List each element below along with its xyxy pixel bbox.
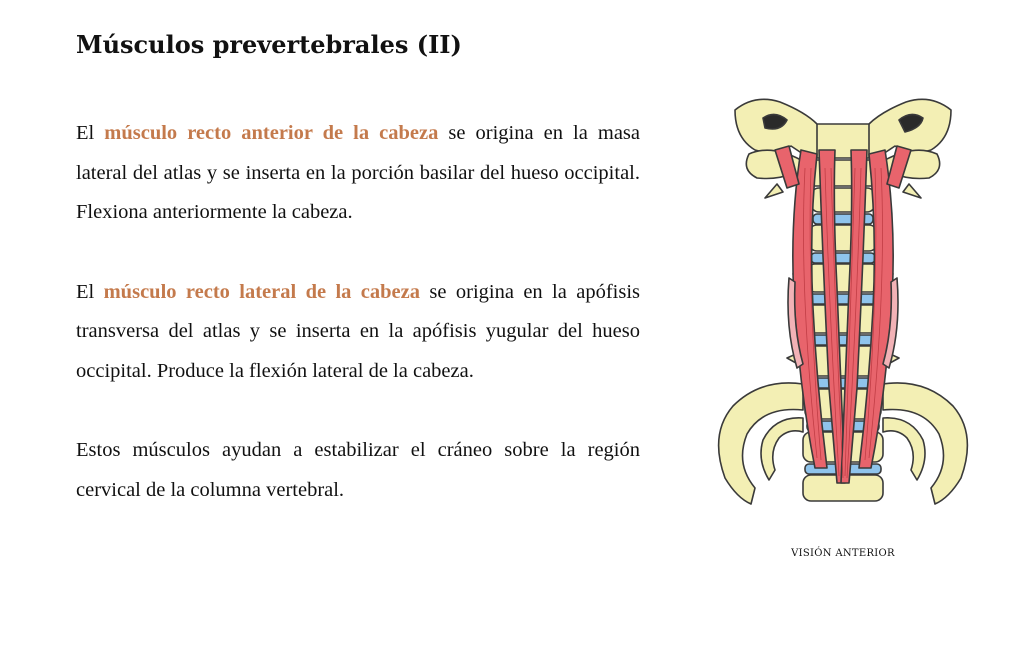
paragraph-text: se origina en la apófisis transversa del atlas y se inserta en la apófisis yugular del hueso occipital. Produce la flexión lateral de la cabeza. <box>76 280 641 382</box>
paragraph-summary: Estos músculos ayudan a estabilizar el cráneo sobre la región cervical de la columna vertebral. <box>76 439 640 501</box>
anatomy-illustration <box>705 88 981 528</box>
muscle-term-recto-lateral: músculo recto lateral de la cabeza <box>103 280 421 303</box>
muscle-term-recto-anterior: músculo recto anterior de la cabeza <box>104 122 439 144</box>
paragraph-recto-anterior <box>76 114 640 233</box>
figure-caption: VISIÓN ANTERIOR <box>791 548 895 559</box>
paragraph-recto-lateral <box>76 273 640 392</box>
first-rib-left <box>719 383 803 504</box>
paragraph-text: El <box>76 280 104 303</box>
page-title: Músculos prevertebrales (II) <box>76 30 462 59</box>
text-column <box>76 114 640 510</box>
paragraph-text: El <box>76 122 105 144</box>
paragraph-text: se origina en la masa lateral del atlas y se inserta en la porción basilar del hueso occipital. Flexiona anteriormente la cabeza. <box>76 122 640 223</box>
first-rib-right <box>883 383 967 504</box>
